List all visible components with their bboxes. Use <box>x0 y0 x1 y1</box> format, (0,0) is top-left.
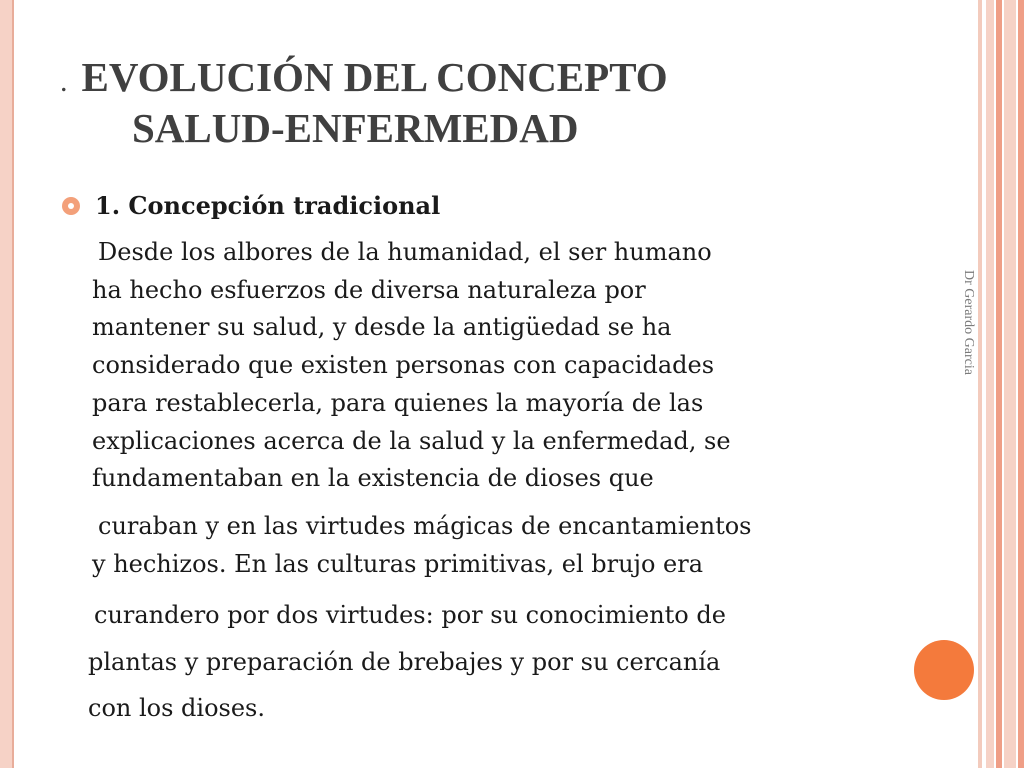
title-line-1: EVOLUCIÓN DEL CONCEPTO <box>81 54 668 100</box>
paragraph-line: plantas y preparación de brebajes y por su cercanía <box>88 647 721 676</box>
paragraph-line: con los dioses. <box>88 694 265 723</box>
right-stripe <box>978 0 982 768</box>
title-line-2: SALUD-ENFERMEDAD <box>132 105 579 151</box>
paragraph-line: Desde los albores de la humanidad, el ser humano <box>98 238 712 266</box>
paragraph-line: curandero por dos virtudes: por su conocimiento de <box>94 601 726 629</box>
paragraph-1 <box>92 234 731 498</box>
paragraph-line: para restablecerla, para quienes la mayoría de las <box>92 388 704 417</box>
paragraph-line: fundamentaban en la existencia de dioses que <box>92 464 654 493</box>
title-dot: . <box>60 65 68 98</box>
paragraph-3 <box>88 592 726 732</box>
paragraph-line: y hechizos. En las culturas primitivas, el brujo era <box>92 549 704 578</box>
bullet-icon <box>62 197 80 215</box>
paragraph-line: explicaciones acerca de la salud y la enfermedad, se <box>92 426 731 455</box>
left-border-stripe <box>0 0 14 768</box>
paragraph-line: mantener su salud, y desde la antigüedad se ha <box>92 313 672 342</box>
author-side-note: Dr Gerardo Garcia <box>961 270 976 375</box>
slide-title <box>60 54 920 151</box>
right-stripe <box>996 0 1002 768</box>
paragraph-line: ha hecho esfuerzos de diversa naturaleza por <box>92 275 646 304</box>
paragraph-line: curaban y en las virtudes mágicas de encantamientos <box>98 512 752 540</box>
decorative-circle <box>914 640 974 700</box>
right-stripe <box>1018 0 1024 768</box>
paragraph-line: considerado que existen personas con capacidades <box>92 351 715 380</box>
paragraph-2 <box>92 508 751 583</box>
section-heading: 1. Concepción tradicional <box>95 191 441 220</box>
right-stripe <box>986 0 994 768</box>
right-stripe <box>1004 0 1016 768</box>
